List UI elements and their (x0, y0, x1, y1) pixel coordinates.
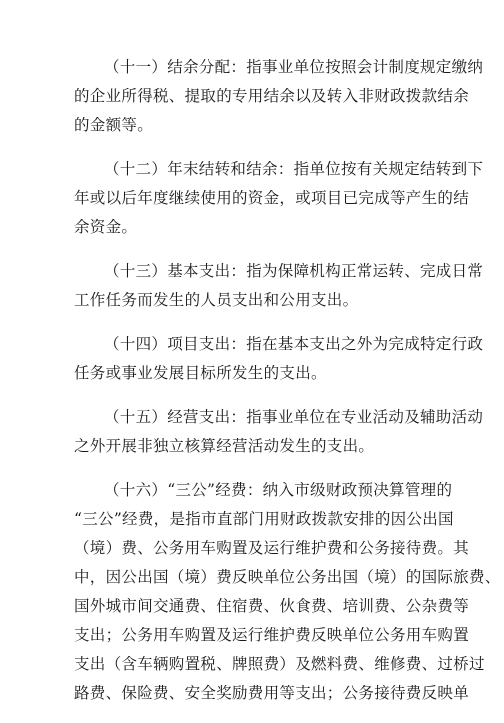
text-line: 路费、保险费、安全奖励费用等支出；公务接待费反映单 (74, 684, 470, 702)
paragraph-item-14 (74, 330, 484, 388)
text-line: （十一）结余分配：指事业单位按照会计制度规定缴纳 (104, 58, 484, 76)
text-line: 年或以后年度继续使用的资金，或项目已完成等产生的结 (74, 189, 470, 207)
text-line: “三公”经费，是指市直部门用财政拨款安排的因公出国 (74, 510, 454, 528)
text-line: （境）费、公务用车购置及运行维护费和公务接待费。其 (74, 539, 470, 557)
text-line: （十四）项目支出：指在基本支出之外为完成特定行政 (104, 335, 484, 353)
paragraph-item-16 (74, 476, 501, 708)
text-line: 中，因公出国（境）费反映单位公务出国（境）的国际旅费、 (74, 568, 501, 586)
text-line: 余资金。 (74, 218, 138, 236)
text-line: 国外城市间交通费、住宿费、伙食费、培训费、公杂费等 (74, 597, 470, 615)
text-line: （十五）经营支出：指事业单位在专业活动及辅助活动 (104, 408, 484, 426)
text-line: 工作任务而发生的人员支出和公用支出。 (74, 291, 359, 309)
text-line: 任务或事业发展目标所发生的支出。 (74, 364, 327, 382)
text-line: 支出；公务用车购置及运行维护费反映单位公务用车购置 (74, 626, 470, 644)
paragraph-item-12 (74, 155, 484, 242)
text-line: 的企业所得税、提取的专用结余以及转入非财政拨款结余 (74, 87, 470, 105)
text-line: 的金额等。 (74, 116, 154, 134)
text-line: （十三）基本支出：指为保障机构正常运转、完成日常 (104, 262, 484, 280)
paragraph-item-11 (74, 53, 484, 140)
paragraph-item-15 (74, 403, 484, 461)
text-line: （十二）年末结转和结余：指单位按有关规定结转到下 (104, 160, 484, 178)
paragraph-item-13 (74, 257, 484, 315)
text-line: 支出（含车辆购置税、牌照费）及燃料费、维修费、过桥过 (74, 655, 485, 673)
text-line: （十六）“三公”经费：纳入市级财政预决算管理的 (104, 481, 453, 499)
document-page (74, 53, 501, 723)
text-line: 之外开展非独立核算经营活动发生的支出。 (74, 437, 375, 455)
